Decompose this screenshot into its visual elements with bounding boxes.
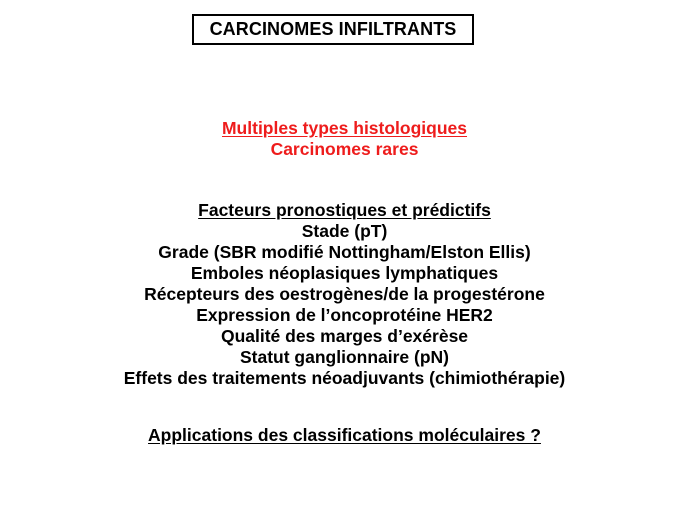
slide-title-text: CARCINOMES INFILTRANTS xyxy=(209,19,457,39)
applications-section xyxy=(0,425,689,446)
factor-item: Expression de l’oncoprotéine HER2 xyxy=(196,305,493,325)
factor-item: Effets des traitements néoadjuvants (chimiothérapie) xyxy=(123,368,566,388)
factors-section xyxy=(0,200,689,389)
factor-item: Statut ganglionnaire (pN) xyxy=(239,347,450,367)
factor-item: Grade (SBR modifié Nottingham/Elston Ellis) xyxy=(158,242,531,262)
applications-heading: Applications des classifications moléculaires ? xyxy=(148,425,541,445)
histology-section xyxy=(0,118,689,160)
histology-subheading: Carcinomes rares xyxy=(270,139,419,159)
factor-item: Qualité des marges d’exérèse xyxy=(220,326,469,346)
factors-heading: Facteurs pronostiques et prédictifs xyxy=(198,200,491,220)
factor-item: Stade (pT) xyxy=(301,221,388,241)
factor-item: Emboles néoplasiques lymphatiques xyxy=(190,263,499,283)
slide-title xyxy=(192,14,474,45)
histology-heading: Multiples types histologiques xyxy=(221,118,468,138)
factor-item: Récepteurs des oestrogènes/de la progestérone xyxy=(144,284,545,304)
